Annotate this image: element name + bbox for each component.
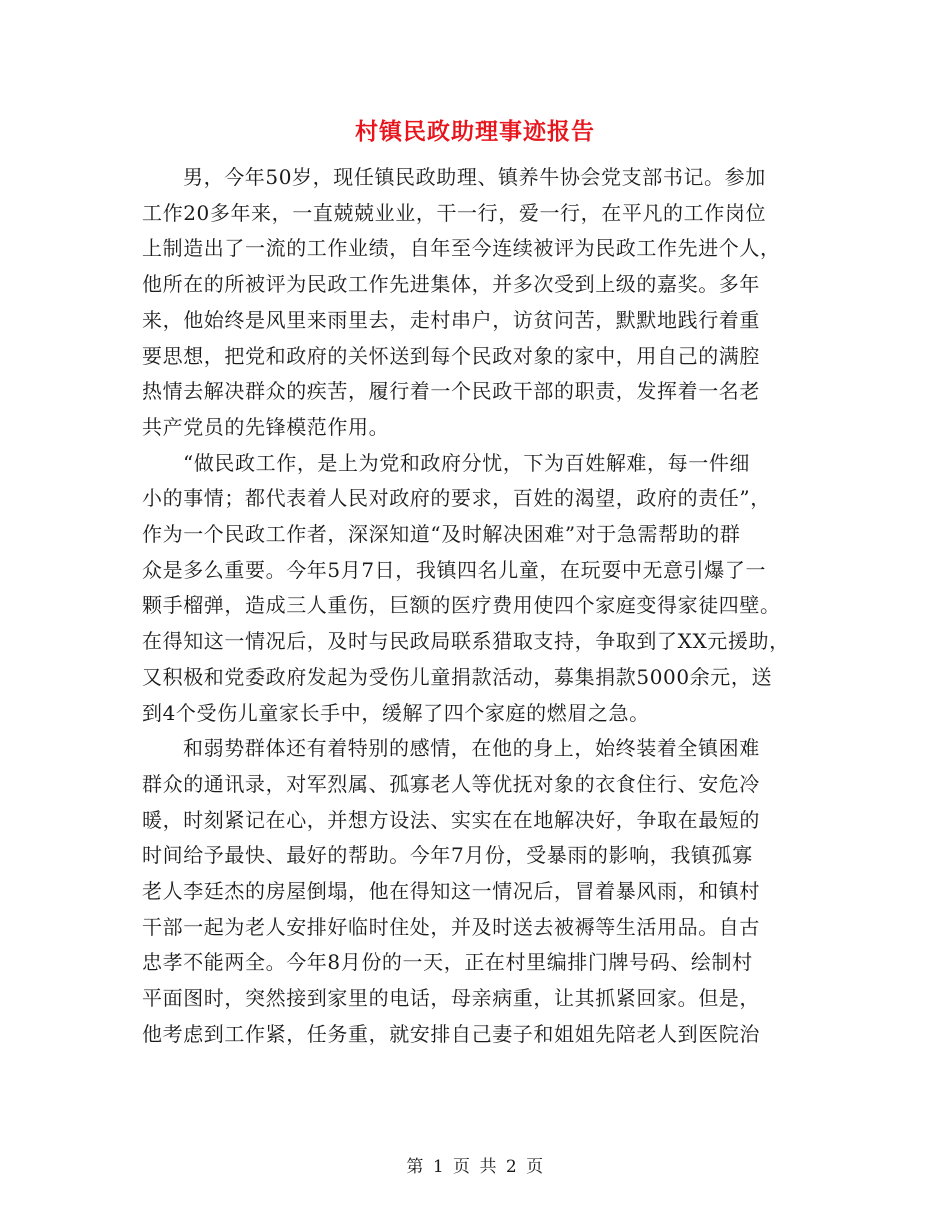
text-line: 暖，时刻紧记在心，并想方设法、实实在在地解决好，争取在最短的 [142,807,760,832]
text-line: 干部一起为老人安排好临时住处，并及时送去被褥等生活用品。自古 [142,914,760,939]
text-line: 上制造出了一流的工作业绩，自年至今连续被评为民政工作先进个人， [142,236,781,261]
text-line: 热情去解决群众的疾苦，履行着一个民政干部的职责，发挥着一名老 [142,379,760,404]
text-line: 他所在的所被评为民政工作先进集体，并多次受到上级的嘉奖。多年 [142,272,760,297]
text-line: 共产党员的先锋模范作用。 [142,414,390,439]
paragraph-2 [142,446,802,732]
document-title: 村镇民政助理事迹报告 [355,118,595,145]
text-line: 颗手榴弹，造成三人重伤，巨额的医疗费用使四个家庭变得家徒四壁。 [142,593,781,618]
text-line: 忠孝不能两全。今年8月份的一天，正在村里编排门牌号码、绘制村 [142,950,753,975]
document-body [142,160,802,1053]
text-line: 群众的通讯录，对军烈属、孤寡老人等优抚对象的衣食住行、安危冷 [142,771,760,796]
text-line: “做民政工作，是上为党和政府分忧，下为百姓解难，每一件细 [183,450,751,475]
text-line: 到4个受伤儿童家长手中，缓解了四个家庭的燃眉之急。 [142,700,650,725]
text-line: 平面图时，突然接到家里的电话，母亲病重，让其抓紧回家。但是， [142,986,760,1011]
text-line: 男，今年50岁，现任镇民政助理、镇养牛协会党支部书记。参加 [183,165,766,189]
text-line: 作为一个民政工作者，深深知道“及时解决困难”对于急需帮助的群 [142,522,741,547]
text-line: 要思想，把党和政府的关怀送到每个民政对象的家中，用自己的满腔 [142,343,760,368]
text-line: 又积极和党委政府发起为受伤儿童捐款活动，募集捐款5000余元，送 [142,664,773,689]
text-line: 工作20多年来，一直兢兢业业，干一行，爱一行，在平凡的工作岗位 [142,200,767,225]
text-line: 老人李廷杰的房屋倒塌，他在得知这一情况后，冒着暴风雨，和镇村 [142,879,760,904]
text-line: 时间给予最快、最好的帮助。今年7月份，受暴雨的影响，我镇孤寡 [142,843,753,868]
page-footer: 第 1 页 共 2 页 [406,1157,544,1177]
text-line: 他考虑到工作紧，任务重，就安排自己妻子和姐姐先陪老人到医院治 [142,1021,760,1046]
text-line: 在得知这一情况后，及时与民政局联系猎取支持，争取到了XX元援助， [142,629,790,654]
text-line: 小的事情；都代表着人民对政府的要求，百姓的渴望，政府的责任”， [142,486,771,511]
paragraph-3 [142,731,802,1052]
text-line: 和弱势群体还有着特别的感情，在他的身上，始终装着全镇困难 [183,736,760,761]
text-line: 来，他始终是风里来雨里去，走村串户，访贫问苦，默默地践行着重 [142,307,760,332]
text-line: 众是多么重要。今年5月7日，我镇四名儿童，在玩耍中无意引爆了一 [142,557,767,582]
paragraph-1 [142,160,802,446]
